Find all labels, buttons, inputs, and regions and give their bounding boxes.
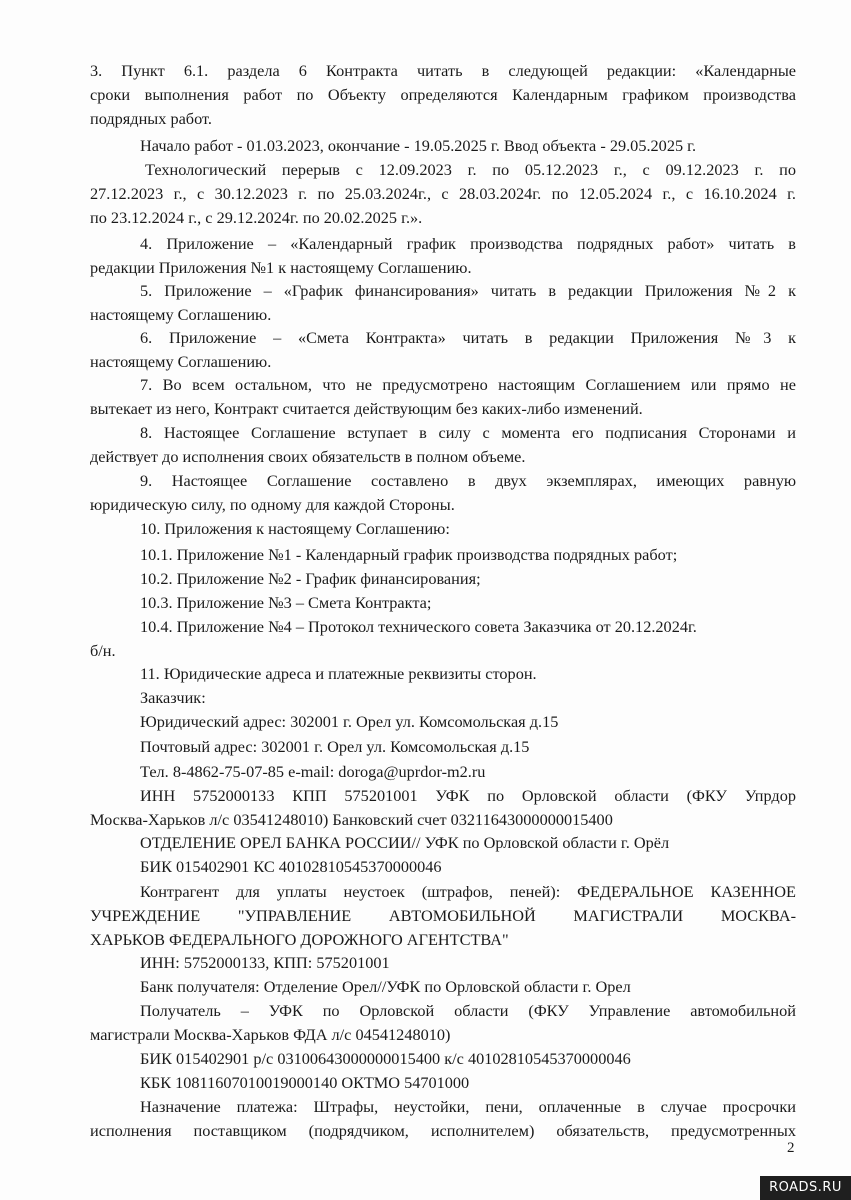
text-line: 6. Приложение – «Смета Контракта» читать в редакции Приложения №3 к [140,328,796,347]
text-line: 10.4. Приложение №4 – Протокол технического совета Заказчика от 20.12.2024г. [140,617,697,636]
text-line: ИНН: 5752000133, КПП: 575201001 [140,953,390,972]
text-line: Тел. 8-4862-75-07-85 e-mail: doroga@uprdor-m2.ru [140,762,486,781]
text-line: магистрали Москва-Харьков ФДА л/с 04541248010) [90,1025,451,1044]
text-line: БИК 015402901 р/с 03100643000000015400 к/с 40102810545370000046 [140,1049,631,1068]
text-line: 10.1. Приложение №1 - Календарный график производства подрядных работ; [140,545,678,564]
text-line: 8. Настоящее Соглашение вступает в силу с момента его подписания Сторонами и [140,423,796,442]
text-line: БИК 015402901 КС 40102810545370000046 [140,857,442,876]
text-line: Назначение платежа: Штрафы, неустойки, пени, оплаченные в случае просрочки [140,1097,796,1116]
text-line: 10.2. Приложение №2 - График финансирования; [140,569,481,588]
text-line: 9. Настоящее Соглашение составлено в двух экземплярах, имеющих равную [140,471,796,490]
text-line: б/н. [90,641,116,660]
text-line: сроки выполнения работ по Объекту определяются Календарным графиком производства [90,85,796,104]
text-line: 4. Приложение – «Календарный график производства подрядных работ» читать в [140,234,796,253]
text-line: редакции Приложения №1 к настоящему Соглашению. [90,258,472,277]
text-line: Юридический адрес: 302001 г. Орел ул. Комсомольская д.15 [140,712,559,731]
text-line: настоящему Соглашению. [90,352,272,371]
text-line: подрядных работ. [90,109,212,128]
text-line: Заказчик: [140,688,206,707]
text-line: Банк получателя: Отделение Орел//УФК по Орловской области г. Орел [140,977,631,996]
text-line: 10.3. Приложение №3 – Смета Контракта; [140,593,432,612]
text-line: по 23.12.2024 г., с 29.12.2024г. по 20.02.2025 г.». [90,208,423,227]
text-line: ХАРЬКОВ ФЕДЕРАЛЬНОГО ДОРОЖНОГО АГЕНТСТВА" [90,930,509,949]
text-line: Начало работ - 01.03.2023, окончание - 19.05.2025 г. Ввод объекта - 29.05.2025 г. [140,136,697,155]
text-line: 3. Пункт 6.1. раздела 6 Контракта читать в следующей редакции: «Календарные [90,61,796,80]
page-number: 2 [787,1140,795,1156]
text-line: вытекает из него, Контракт считается действующим без каких-либо изменений. [90,399,643,418]
text-line: 10. Приложения к настоящему Соглашению: [140,519,450,538]
text-line: Технологический перерыв с 12.09.2023 г. по 05.12.2023 г., с 09.12.2023 г. по [145,160,796,179]
text-line: ОТДЕЛЕНИЕ ОРЕЛ БАНКА РОССИИ// УФК по Орловской области г. Орёл [140,833,670,852]
text-line: исполнения поставщиком (подрядчиком, исполнителем) обязательств, предусмотренных [90,1121,796,1140]
text-line: ИНН 5752000133 КПП 575201001 УФК по Орловской области (ФКУ Упрдор [140,786,796,805]
text-line: 27.12.2023 г., с 30.12.2023 г. по 25.03.2024г., с 28.03.2024г. по 12.05.2024 г., с 16.10.2024 г. [90,184,796,203]
text-line: КБК 10811607010019000140 ОКТМО 54701000 [140,1073,470,1092]
text-line: 11. Юридические адреса и платежные реквизиты сторон. [140,664,537,683]
text-line: Получатель – УФК по Орловской области (ФКУ Управление автомобильной [140,1001,796,1020]
text-line: 7. Во всем остальном, что не предусмотрено настоящим Соглашением или прямо не [140,375,796,394]
text-line: юридическую силу, по одному для каждой Стороны. [90,495,455,514]
text-line: Контрагент для уплаты неустоек (штрафов, пеней): ФЕДЕРАЛЬНОЕ КАЗЕННОЕ [140,882,796,901]
text-line: действует до исполнения своих обязательств в полном объеме. [90,447,526,466]
text-line: УЧРЕЖДЕНИЕ "УПРАВЛЕНИЕ АВТОМОБИЛЬНОЙ МАГИСТРАЛИ МОСКВА- [90,906,796,925]
text-line: Москва-Харьков л/с 03541248010) Банковский счет 03211643000000015400 [90,810,613,829]
text-line: 5. Приложение – «График финансирования» читать в редакции Приложения №2 к [140,281,796,300]
watermark-badge: ROADS.RU [760,1176,851,1200]
text-line: Почтовый адрес: 302001 г. Орел ул. Комсомольская д.15 [140,737,530,756]
text-line: настоящему Соглашению. [90,305,272,324]
